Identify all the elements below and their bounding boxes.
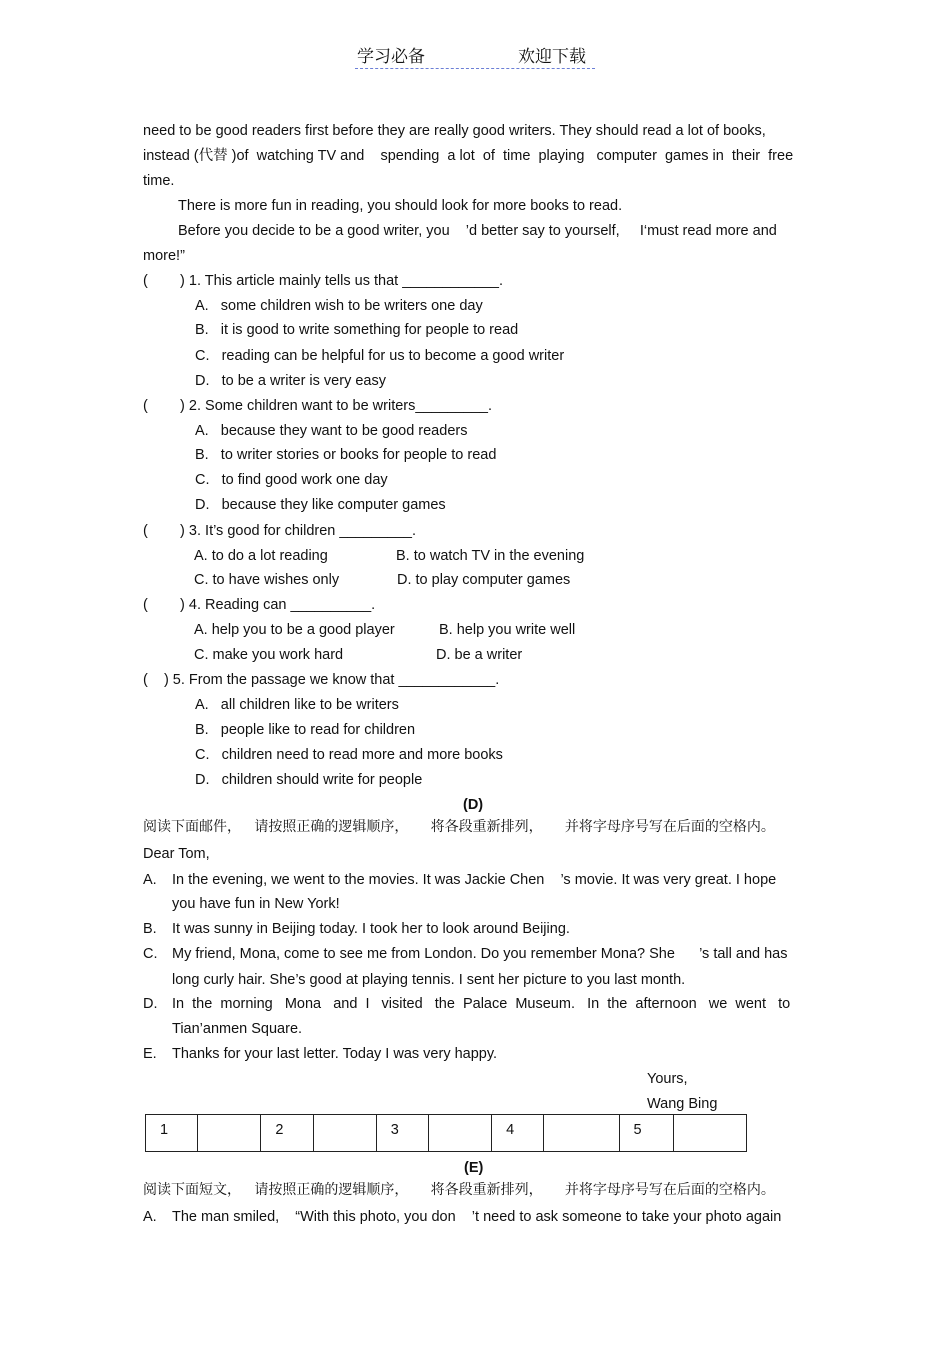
item-letter: B.: [143, 921, 157, 937]
answer-number: 3: [376, 1115, 428, 1152]
question-stem: ( ) 4. Reading can __________.: [143, 597, 376, 613]
item-letter: A.: [143, 1209, 157, 1225]
answer-blank[interactable]: [544, 1115, 619, 1152]
item-text: you have fun in New York!: [172, 896, 340, 912]
question-option: C. to have wishes only: [194, 572, 340, 588]
passage-line: need to be good readers first before they are really good writers. They should read a lot of books,: [143, 123, 766, 139]
item-letter: A.: [143, 872, 157, 888]
page-header: [355, 40, 595, 69]
question-option: A. to do a lot reading: [194, 548, 328, 564]
question-option: A. help you to be a good player: [194, 622, 395, 638]
answer-blank[interactable]: [313, 1115, 376, 1152]
passage-line: instead (代替 )of watching TV and spending a lot of time playing computer games in their free: [143, 148, 794, 164]
passage-line: time.: [143, 173, 175, 189]
item-text: Thanks for your last letter. Today I was very happy.: [172, 1046, 498, 1062]
item-letter: E.: [143, 1046, 157, 1062]
item-text: The man smiled, “With this photo, you don ’t need to ask someone to take your photo again: [172, 1209, 782, 1225]
answer-number: 1: [146, 1115, 198, 1152]
item-text: In the evening, we went to the movies. It was Jackie Chen ’s movie. It was very great. I hope: [172, 872, 777, 888]
passage-line: Before you decide to be a good writer, you ’d better say to yourself, I‘must read more and: [178, 223, 777, 239]
answer-number: 5: [619, 1115, 673, 1152]
question-option: D. children should write for people: [195, 772, 423, 788]
question-option: A. some children wish to be writers one day: [195, 298, 483, 314]
question-stem: ( ) 1. This article mainly tells us that ____________.: [143, 273, 504, 289]
answer-blank[interactable]: [673, 1115, 746, 1152]
passage-line: more!”: [143, 248, 185, 264]
question-stem: ( ) 2. Some children want to be writers_________.: [143, 398, 492, 414]
header-left: 学习必备: [357, 47, 425, 67]
question-option: C. reading can be helpful for us to become a good writer: [195, 348, 565, 364]
answer-number: 2: [261, 1115, 313, 1152]
section-instruction: 阅读下面短文， 请按照正确的逻辑顺序， 将各段重新排列， 并将字母序号写在后面的空格内。: [143, 1182, 775, 1198]
answer-number: 4: [492, 1115, 544, 1152]
passage-line: There is more fun in reading, you should look for more books to read.: [178, 198, 623, 214]
answer-table: [145, 1114, 747, 1152]
question-option: A. all children like to be writers: [195, 697, 399, 713]
section-title: (E): [464, 1160, 484, 1176]
question-option: C. to find good work one day: [195, 472, 388, 488]
header-right: 欢迎下载: [518, 47, 586, 67]
item-letter: D.: [143, 996, 158, 1012]
letter-closing: Yours,: [647, 1071, 688, 1087]
question-option: C. make you work hard: [194, 647, 344, 663]
item-text: Tian’anmen Square.: [172, 1021, 303, 1037]
letter-signature: Wang Bing: [647, 1096, 718, 1112]
question-option: C. children need to read more and more books: [195, 747, 503, 763]
question-stem: ( ) 3. It’s good for children _________.: [143, 523, 416, 539]
question-option: D. to play computer games: [397, 572, 571, 588]
item-text: In the morning Mona and I visited the Palace Museum. In the afternoon we went to: [172, 996, 791, 1012]
item-text: long curly hair. She’s good at playing tennis. I sent her picture to you last month.: [172, 972, 686, 988]
question-option: B. it is good to write something for people to read: [195, 322, 519, 338]
question-option: D. because they like computer games: [195, 497, 446, 513]
question-option: B. to writer stories or books for people to read: [195, 447, 497, 463]
question-option: B. help you write well: [439, 622, 576, 638]
letter-greeting: Dear Tom,: [143, 846, 210, 862]
question-option: D. to be a writer is very easy: [195, 373, 386, 389]
question-option: B. to watch TV in the evening: [396, 548, 585, 564]
item-letter: C.: [143, 946, 158, 962]
question-option: B. people like to read for children: [195, 722, 416, 738]
section-instruction: 阅读下面邮件， 请按照正确的逻辑顺序， 将各段重新排列， 并将字母序号写在后面的空格内。: [143, 819, 775, 835]
answer-blank[interactable]: [429, 1115, 492, 1152]
answer-blank[interactable]: [198, 1115, 261, 1152]
question-option: A. because they want to be good readers: [195, 423, 468, 439]
question-option: D. be a writer: [436, 647, 523, 663]
section-title: (D): [463, 797, 484, 813]
item-text: My friend, Mona, come to see me from London. Do you remember Mona? She ’s tall and has: [172, 946, 788, 962]
item-text: It was sunny in Beijing today. I took her to look around Beijing.: [172, 921, 570, 937]
question-stem: ( ) 5. From the passage we know that ____________.: [143, 672, 500, 688]
